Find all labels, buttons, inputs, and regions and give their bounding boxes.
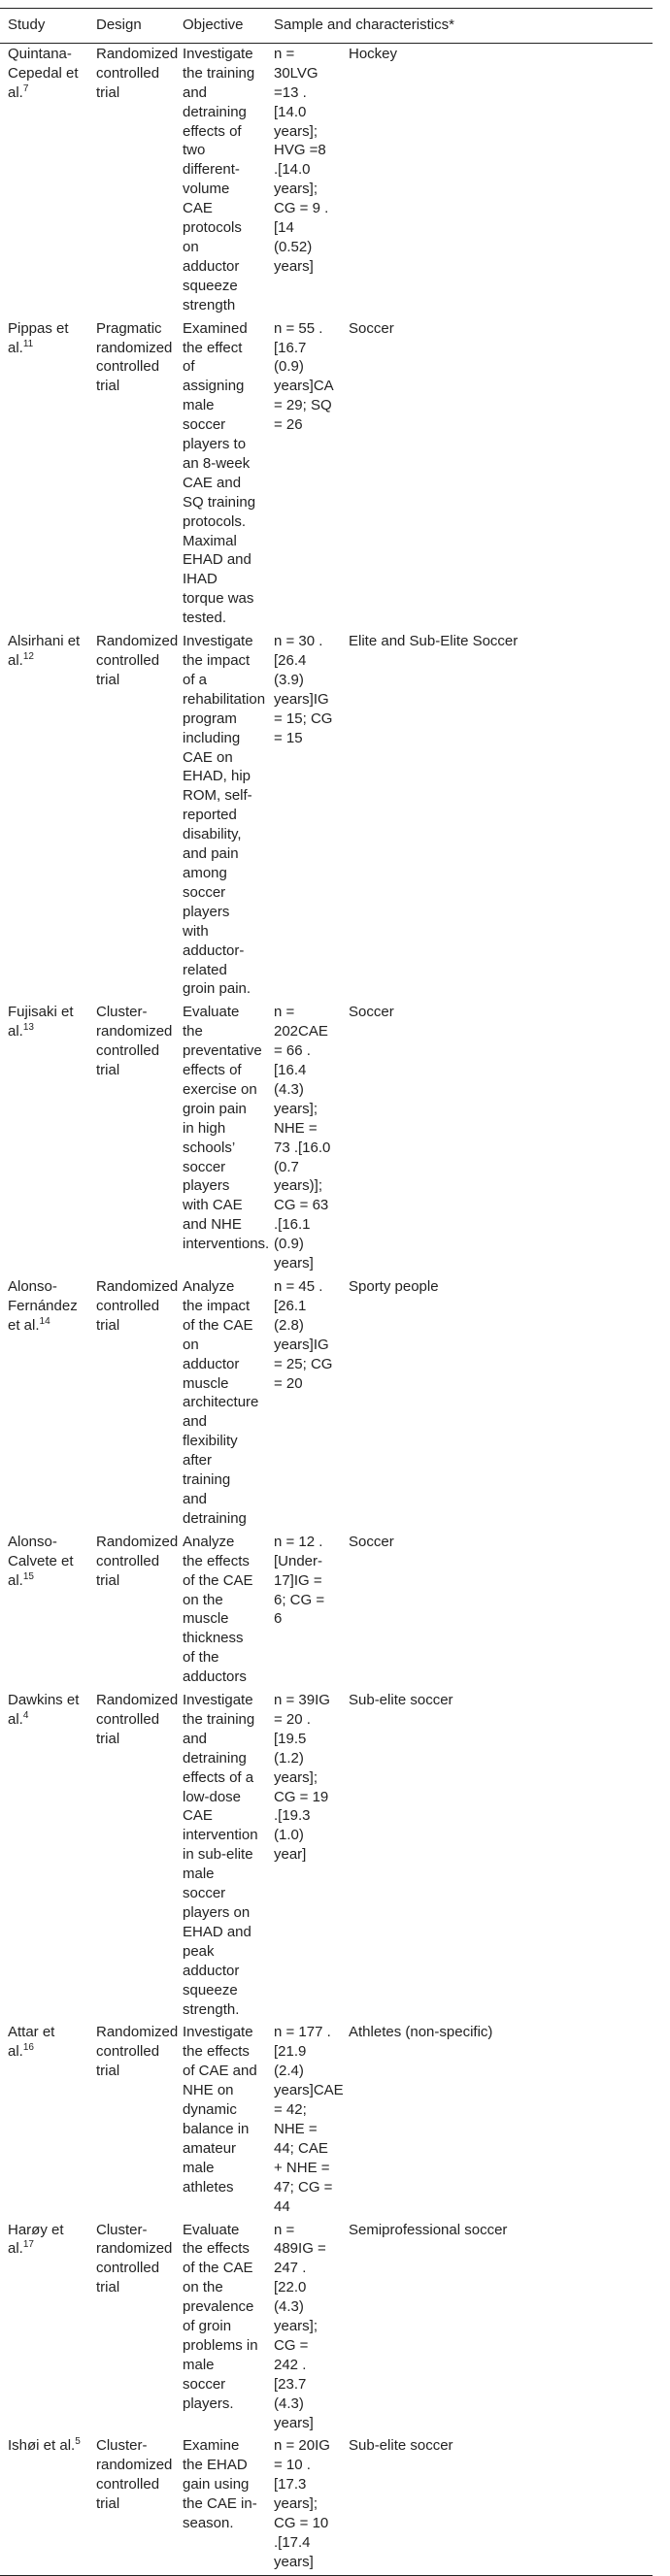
header-sample: Sample and characteristics* (266, 9, 653, 44)
table-body (0, 43, 653, 2575)
cell-sport: Athletes (non-specific) (349, 2024, 493, 2041)
cell-sample: n = 30 .[26.4 (3.9) years]IG = 15; CG = 15 (274, 633, 333, 746)
cell-sport: Sub-elite soccer (349, 1692, 453, 1709)
study-author: Pippas et al. (8, 319, 69, 356)
cell-sample: n = 30LVG =13 .[14.0 years]; HVG =8 .[14.0 years]; CG = 9 .[14 (0.52) years] (274, 45, 329, 275)
cell-objective: Evaluate the effects of the CAE on the prevalence of groin problems in male soccer players. (183, 2221, 258, 2412)
reference-number: 17 (22, 2239, 34, 2251)
reference-number: 12 (22, 651, 34, 662)
study-author: Alonso-Calvete et al. (8, 1533, 74, 1589)
study-author: Fujisaki et al. (8, 1004, 74, 1040)
cell-objective: Investigate the training and detraining effects of a low-dose CAE intervention in sub-elite male soccer players on EHAD and peak adductor squeeze strength. (183, 1692, 258, 2018)
reference-number: 15 (22, 1570, 34, 1582)
cell-design: Cluster-randomized controlled trial (96, 2221, 173, 2296)
studies-table (0, 8, 653, 2576)
reference-number: 13 (22, 1022, 34, 1034)
header-study: Study (0, 9, 88, 44)
table-row (0, 1276, 653, 1532)
cell-study (0, 2220, 88, 2436)
study-author: Quintana-Cepedal et al. (8, 45, 79, 101)
table-row (0, 43, 653, 317)
cell-sample: n = 177 .[21.9 (2.4) years]CAE = 42; NHE = 44; CAE + NHE = 47; CG = 44 (274, 2024, 344, 2215)
cell-sample: n = 55 .[16.7 (0.9) years]CA = 29; SQ = 26 (274, 319, 333, 434)
cell-study (0, 1690, 88, 2022)
cell-objective: Evaluate the preventative effects of exercise on groin pain in high schools’ soccer players with CAE and NHE interventions. (183, 1004, 270, 1253)
reference-number: 14 (39, 1315, 50, 1327)
cell-sample: n = 20IG = 10 .[17.3 years]; CG = 10 .[17.4 years] (266, 2435, 341, 2575)
study-author: Attar et al. (8, 2024, 55, 2061)
reference-number: 7 (22, 83, 29, 94)
cell-objective: Analyze the effects of the CAE on the muscle thickness of the adductors (183, 1533, 253, 1686)
cell-design: Randomized controlled trial (96, 1278, 179, 1334)
table-row (0, 2435, 653, 2575)
table-row (0, 318, 653, 632)
cell-sport: Sporty people (349, 1278, 439, 1295)
study-author: Dawkins et al. (8, 1692, 80, 1728)
cell-study (0, 1002, 88, 1276)
cell-design: Randomized controlled trial (96, 45, 179, 101)
cell-design: Randomized controlled trial (96, 1533, 179, 1589)
cell-sample: n = 45 .[26.1 (2.8) years]IG = 25; CG = 20 (274, 1278, 333, 1392)
cell-sport: Sub-elite soccer (341, 2435, 653, 2575)
cell-study (0, 2022, 88, 2219)
study-author: Alonso-Fernández et al. (8, 1278, 78, 1334)
table-row (0, 1690, 653, 2022)
cell-sport: Soccer (349, 1004, 394, 1021)
cell-design: Cluster-randomized controlled trial (88, 2435, 175, 2575)
cell-study (0, 1532, 88, 1690)
cell-study (0, 2435, 88, 2575)
study-author: Alsirhani et al. (8, 633, 81, 669)
cell-sport: Elite and Sub-Elite Soccer (349, 633, 519, 650)
study-author: Harøy et al. (8, 2221, 64, 2258)
table-row (0, 1002, 653, 1276)
cell-sport: Soccer (349, 1533, 394, 1550)
cell-objective: Investigate the effects of CAE and NHE on dynamic balance in amateur male athletes (183, 2024, 257, 2196)
cell-sample: n = 202CAE = 66 .[16.4 (4.3) years]; NHE = 73 .[16.0 (0.7 years)]; CG = 63 .[16.1 (0.9) years] (274, 1004, 331, 1272)
cell-sport: Soccer (349, 319, 394, 337)
cell-objective: Investigate the training and detraining effects of two different-volume CAE protocols on adductor squeeze strength (183, 45, 255, 314)
header-objective: Objective (175, 9, 266, 44)
cell-sample: n = 12 .[Under-17]IG = 6; CG = 6 (274, 1533, 325, 1628)
cell-sample: n = 489IG = 247 .[22.0 (4.3) years]; CG = 242 .[23.7 (4.3) years] (274, 2221, 326, 2431)
cell-study (0, 1276, 88, 1532)
table-row (0, 2220, 653, 2436)
cell-objective: Examine the EHAD gain using the CAE in-season. (175, 2435, 266, 2575)
cell-study (0, 318, 88, 632)
table-row (0, 1532, 653, 1690)
cell-sport: Semiprofessional soccer (349, 2221, 508, 2238)
cell-sample: n = 39IG = 20 .[19.5 (1.2) years]; CG = 19 .[19.3 (1.0) year] (274, 1692, 330, 1864)
header-design: Design (88, 9, 175, 44)
cell-sport: Hockey (349, 45, 398, 62)
reference-number: 11 (22, 338, 34, 349)
cell-design: Randomized controlled trial (96, 2024, 179, 2080)
header-row (0, 9, 653, 44)
table-row (0, 631, 653, 1002)
cell-objective: Investigate the impact of a rehabilitation program including CAE on EHAD, hip ROM, self-reported disability, and pain among soccer players with adductor-related groin pain. (183, 633, 266, 998)
study-author: Ishøi et al. (8, 2437, 76, 2455)
reference-number: 4 (22, 1709, 29, 1721)
cell-design: Cluster-randomized controlled trial (96, 1004, 173, 1079)
cell-study (0, 43, 88, 317)
cell-objective: Analyze the impact of the CAE on adductor muscle architecture and flexibility after training and detraining (183, 1278, 259, 1527)
reference-number: 16 (22, 2042, 34, 2054)
cell-objective: Examined the effect of assigning male soccer players to an 8-week CAE and SQ training protocols. Maximal EHAD and IHAD torque was tested. (183, 319, 256, 627)
table-header (0, 9, 653, 44)
cell-design: Pragmatic randomized controlled trial (96, 319, 173, 395)
table-row (0, 2022, 653, 2219)
reference-number: 5 (75, 2436, 81, 2448)
cell-design: Randomized controlled trial (96, 633, 179, 688)
cell-design: Randomized controlled trial (96, 1692, 179, 1747)
cell-study (0, 631, 88, 1002)
